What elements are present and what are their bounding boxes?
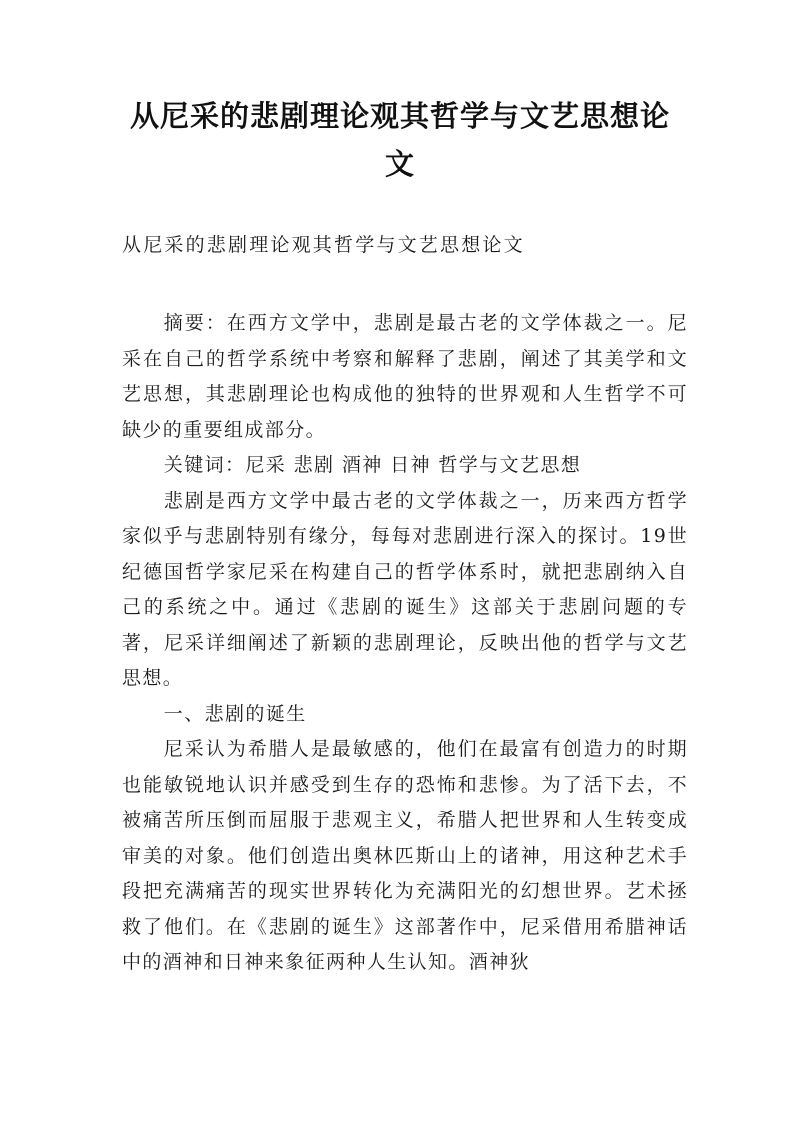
abstract-paragraph: 摘要：在西方文学中，悲剧是最古老的文学体裁之一。尼采在自己的哲学系统中考察和解释了悲剧，阐述了其美学和文艺思想，其悲剧理论也构成他的独特的世界观和人生哲学不可缺少的重要组成部分。	[122, 312, 688, 441]
intro-paragraph: 悲剧是西方文学中最古老的文学体裁之一，历来西方哲学家似乎与悲剧特别有缘分，每每对悲剧进行深入的探讨。19世纪德国哲学家尼采在构建自己的哲学体系时，就把悲剧纳入自己的系统之中。通过《悲剧的诞生》这部关于悲剧问题的专著，尼采详细阐述了新颖的悲剧理论，反映出他的哲学与文艺思想。	[122, 489, 688, 689]
document-subtitle: 从尼采的悲剧理论观其哲学与文艺思想论文	[122, 234, 525, 256]
document-title: 从尼采的悲剧理论观其哲学与文艺思想论文	[129, 99, 670, 181]
section-paragraph: 尼采认为希腊人是最敏感的，他们在最富有创造力的时期也能敏锐地认识并感受到生存的恐怖和悲惨。为了活下去，不被痛苦所压倒而屈服于悲观主义，希腊人把世界和人生转变成审美的对象。他们创造出奥林匹斯山上的诸神，用这种艺术手段把充满痛苦的现实世界转化为充满阳光的幻想世界。艺术拯救了他们。在《悲剧的诞生》这部著作中，尼采借用希腊神话中的酒神和日神来象征两种人生认知。酒神狄	[122, 738, 688, 973]
document-body	[122, 306, 688, 981]
section-heading: 一、悲剧的诞生	[163, 702, 307, 725]
keywords-paragraph: 关键词：尼采 悲剧 酒神 日神 哲学与文艺思想	[163, 454, 582, 476]
